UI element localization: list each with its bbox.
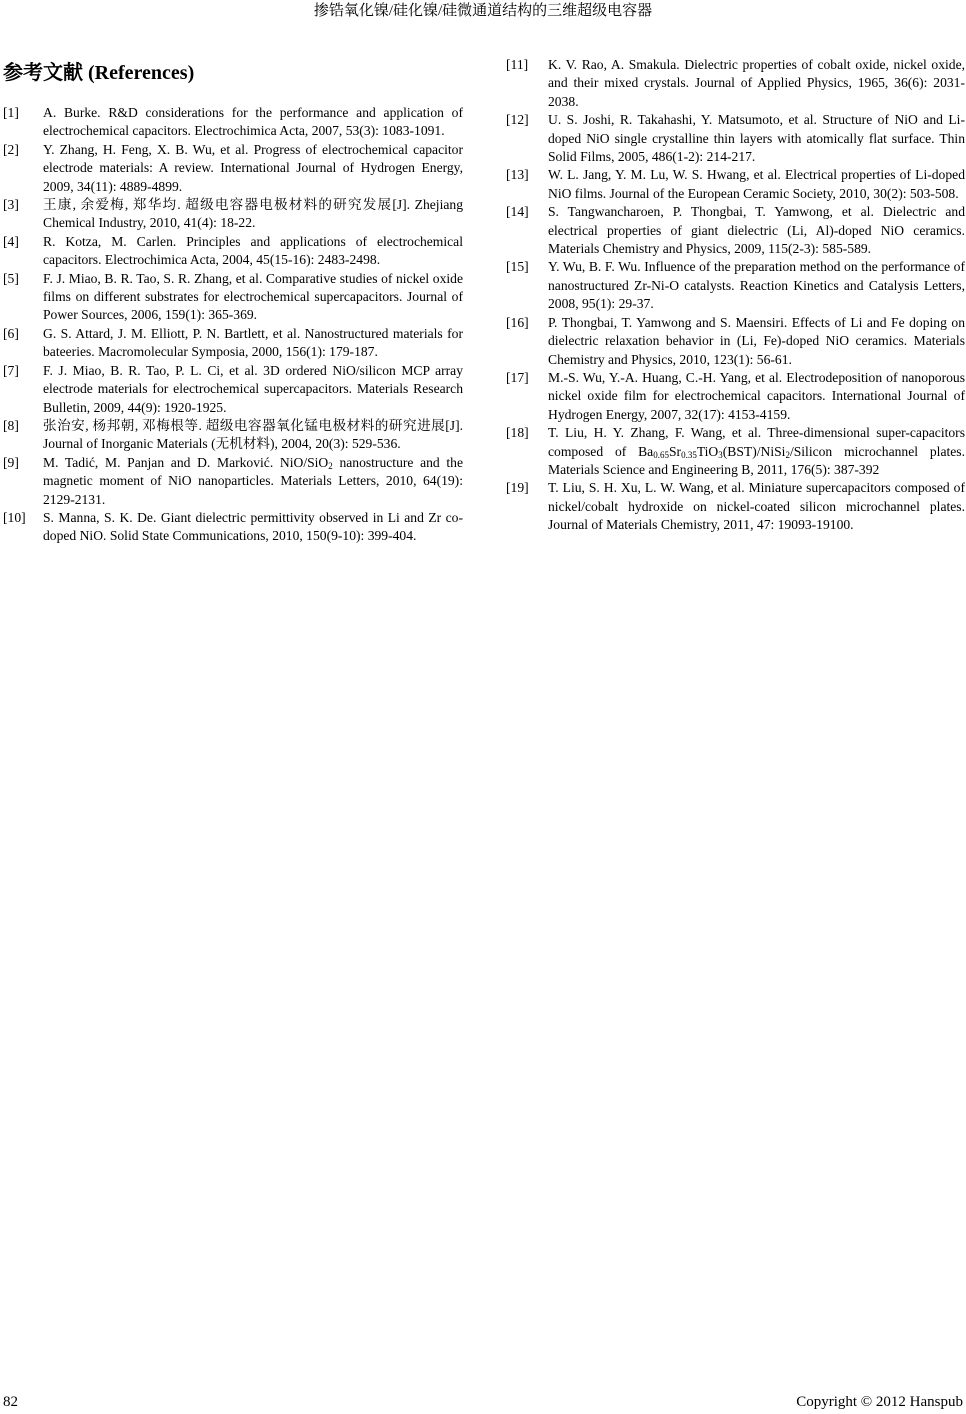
reference-item bbox=[3, 325, 463, 362]
reference-item bbox=[3, 270, 463, 325]
reference-item bbox=[506, 56, 965, 111]
reference-text-part: (BST)/NiSi bbox=[722, 443, 786, 459]
reference-item bbox=[3, 196, 463, 233]
copyright-notice: Copyright © 2012 Hanspub bbox=[796, 1394, 963, 1410]
reference-number: [13] bbox=[506, 167, 529, 183]
reference-item bbox=[3, 362, 463, 417]
reference-text-part: Sr bbox=[668, 443, 682, 459]
reference-item bbox=[506, 424, 965, 479]
reference-item bbox=[506, 166, 965, 203]
running-header: 掺锆氧化镍/硅化镍/硅微通道结构的三维超级电容器 bbox=[313, 3, 653, 19]
reference-text: U. S. Joshi, R. Takahashi, Y. Matsumoto, et al. Structure of NiO and Li-doped NiO single crystalline thin layers with atomically flat surface. Thin Solid Films, 2005, 486(1-2): 214-217. bbox=[548, 112, 965, 165]
reference-number: [17] bbox=[506, 369, 529, 385]
references-left-column bbox=[3, 104, 463, 546]
reference-number: [6] bbox=[3, 325, 19, 341]
reference-text-part: TiO bbox=[696, 443, 719, 459]
subscript: 0.35 bbox=[681, 449, 697, 460]
reference-text-part: M. Tadić, M. Panjan and D. Marković. NiO/SiO bbox=[43, 454, 329, 470]
references-right-column bbox=[506, 56, 965, 535]
reference-text: 王康, 余爱梅, 郑华均. 超级电容器电极材料的研究发展[J]. Zhejiang Chemical Industry, 2010, 41(4): 18-22. bbox=[43, 197, 463, 231]
reference-text-part: T. Liu, H. Y. Zhang, F. Wang, et al. Three-dimensional super-capacitors composed of Ba bbox=[548, 425, 965, 459]
reference-number: [2] bbox=[3, 141, 19, 157]
reference-number: [5] bbox=[3, 270, 19, 286]
reference-item bbox=[506, 258, 965, 313]
reference-item bbox=[3, 417, 463, 454]
reference-item bbox=[3, 454, 463, 509]
reference-text: T. Liu, S. H. Xu, L. W. Wang, et al. Miniature supercapacitors composed of nickel/cobalt hydroxide on nickel-coated silicon microchannel plates. Journal of Materials Chemistry, 2011, 47: 19093-19100. bbox=[548, 480, 965, 533]
reference-item bbox=[3, 233, 463, 270]
reference-text: Y. Wu, B. F. Wu. Influence of the preparation method on the performance of nanostructured Zr-Ni-O catalysts. Reaction Kinetics and Catalysis Letters, 2008, 95(1): 29-37. bbox=[548, 259, 965, 312]
reference-item bbox=[3, 104, 463, 141]
reference-item bbox=[3, 509, 463, 546]
reference-number: [9] bbox=[3, 454, 19, 470]
reference-number: [1] bbox=[3, 105, 19, 120]
reference-item bbox=[506, 111, 965, 166]
reference-item bbox=[506, 369, 965, 424]
reference-text: K. V. Rao, A. Smakula. Dielectric properties of cobalt oxide, nickel oxide, and their mixed crystals. Journal of Applied Physics, 1965, 36(6): 2031-2038. bbox=[548, 57, 965, 109]
reference-number: [19] bbox=[506, 480, 529, 496]
reference-text-part: nanostructure and the magnetic moment of NiO nanoparticles. Materials Letters, 2010, 64(19): 2129-2131. bbox=[43, 454, 463, 507]
reference-number: [12] bbox=[506, 112, 529, 128]
reference-text: S. Tangwancharoen, P. Thongbai, T. Yamwong, et al. Dielectric and electrical properties of giant dielectric (Li, Al)-doped NiO ceramics. Materials Chemistry and Physics, 2009, 115(2-3): 585-589. bbox=[548, 204, 965, 257]
reference-text: P. Thongbai, T. Yamwong and S. Maensiri. Effects of Li and Fe doping on dielectric relaxation behavior in (Li, Fe)-doped NiO ceramics. Materials Chemistry and Physics, 2010, 123(1): 56-61. bbox=[548, 314, 965, 367]
reference-number: [8] bbox=[3, 417, 19, 433]
reference-number: [16] bbox=[506, 314, 529, 330]
reference-number: [15] bbox=[506, 259, 529, 275]
reference-text: F. J. Miao, B. R. Tao, S. R. Zhang, et al. Comparative studies of nickel oxide films on different substrates for electrochemical supercapacitors. Journal of Power Sources, 2006, 159(1): 365-369. bbox=[43, 270, 463, 323]
reference-text: R. Kotza, M. Carlen. Principles and applications of electrochemical capacitors. Electrochimica Acta, 2004, 45(15-16): 2483-2498. bbox=[43, 233, 463, 268]
page-number: 82 bbox=[3, 1394, 18, 1410]
reference-text: A. Burke. R&D considerations for the performance and application of electrochemical capacitors. Electrochimica Acta, 2007, 53(3): 1083-1091. bbox=[43, 105, 463, 139]
reference-item bbox=[506, 314, 965, 369]
reference-number: [11] bbox=[506, 57, 529, 72]
subscript: 2 bbox=[785, 449, 790, 460]
subscript: 3 bbox=[718, 449, 723, 460]
reference-text: F. J. Miao, B. R. Tao, P. L. Ci, et al. 3D ordered NiO/silicon MCP array electrode materials for electrochemical supercapacitors. Materials Research Bulletin, 2009, 44(9): 1920-1925. bbox=[43, 362, 463, 415]
reference-number: [10] bbox=[3, 509, 26, 525]
reference-item bbox=[3, 141, 463, 196]
reference-text bbox=[548, 424, 965, 479]
reference-number: [4] bbox=[3, 233, 19, 249]
subscript: 0.65 bbox=[653, 449, 669, 460]
reference-number: [18] bbox=[506, 425, 529, 441]
reference-text bbox=[43, 454, 463, 509]
reference-text: Y. Zhang, H. Feng, X. B. Wu, et al. Progress of electrochemical capacitor electrode materials: A review. International Journal of Hydrogen Energy, 2009, 34(11): 4889-4899. bbox=[43, 141, 463, 194]
reference-item bbox=[506, 479, 965, 534]
reference-text: W. L. Jang, Y. M. Lu, W. S. Hwang, et al. Electrical properties of Li-doped NiO films. Journal of the European Ceramic Society, 2010, 30(2): 503-508. bbox=[548, 167, 965, 201]
reference-number: [14] bbox=[506, 204, 529, 220]
reference-text: M.-S. Wu, Y.-A. Huang, C.-H. Yang, et al. Electrodeposition of nanoporous nickel oxide film for electrochemical capacitors. International Journal of Hydrogen Energy, 2007, 32(17): 4153-4159. bbox=[548, 369, 965, 422]
subscript: 2 bbox=[328, 460, 333, 471]
references-heading: 参考文献 (References) bbox=[3, 62, 195, 84]
reference-text-part: /Silicon microchannel plates. Materials Science and Engineering B, 2011, 176(5): 387-392 bbox=[548, 443, 965, 477]
reference-text: G. S. Attard, J. M. Elliott, P. N. Bartlett, et al. Nanostructured materials for bateeries. Macromolecular Symposia, 2000, 156(1): 179-187. bbox=[43, 325, 463, 360]
reference-number: [3] bbox=[3, 197, 19, 213]
reference-text: 张治安, 杨邦朝, 邓梅根等. 超级电容器氧化锰电极材料的研究进展[J]. Journal of Inorganic Materials (无机材料), 2004, 20(3): 529-536. bbox=[43, 417, 463, 452]
reference-text: S. Manna, S. K. De. Giant dielectric permittivity observed in Li and Zr co-doped NiO. Solid State Communications, 2010, 150(9-10): 399-404. bbox=[43, 509, 463, 544]
reference-item bbox=[506, 203, 965, 258]
reference-number: [7] bbox=[3, 362, 19, 378]
